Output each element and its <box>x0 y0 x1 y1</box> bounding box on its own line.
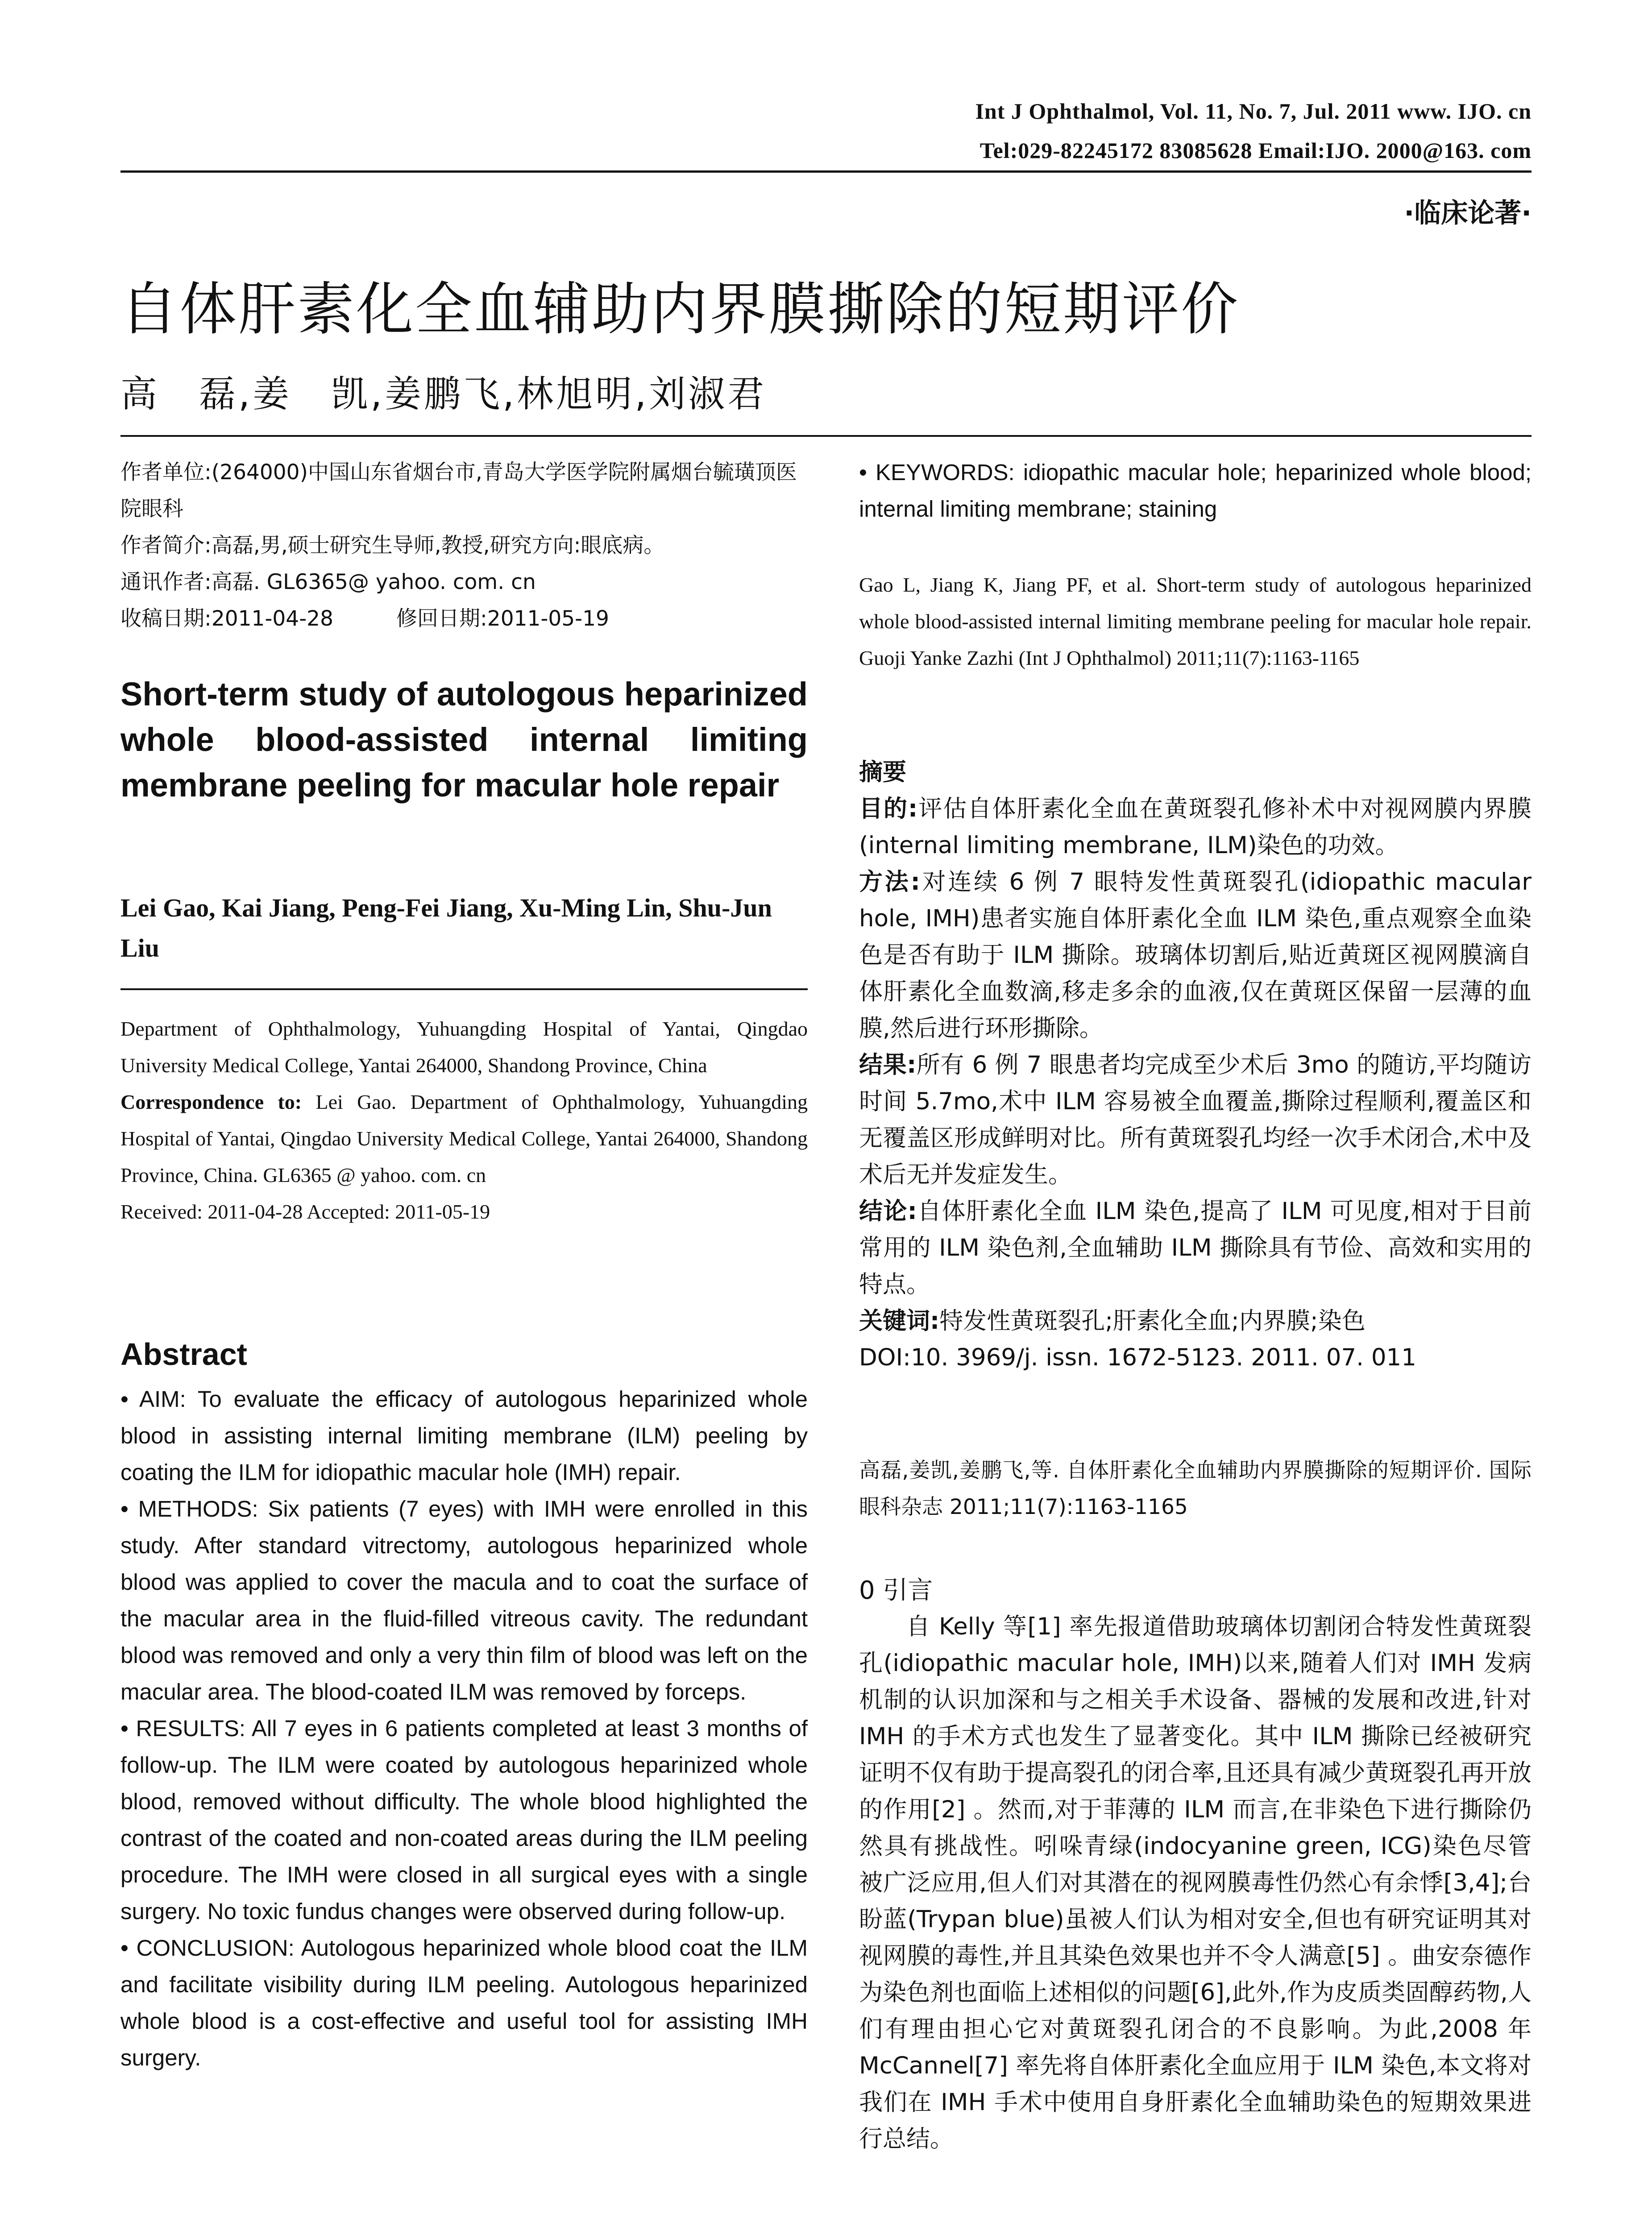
authors-zh: 高 磊,姜 凯,姜鹏飞,林旭明,刘淑君 <box>120 373 767 415</box>
zh-conclusion-label: 结论: <box>859 1198 917 1225</box>
correspondence <box>120 1084 808 1194</box>
zh-aim-text: 评估自体肝素化全血在黄斑裂孔修补术中对视网膜内界膜(internal limiting membrane, ILM)染色的功效。 <box>859 795 1532 859</box>
affiliation-corr: 通讯作者:高磊. GL6365@ yahoo. com. cn <box>120 570 536 594</box>
affiliation-bio: 作者简介:高磊,男,硕士研究生导师,教授,研究方向:眼底病。 <box>120 533 665 558</box>
affiliation-zh <box>120 454 808 637</box>
zh-abstract-keywords <box>859 1303 1532 1339</box>
abstract-conclusion: • CONCLUSION: Autologous heparinized whole blood coat the ILM and facilitate visibility during ILM peeling. Autologous heparinized whole blood is a cost-effective and useful tool for assisting IMH surgery. <box>120 1935 808 2070</box>
citation-zh: 高磊,姜凯,姜鹏飞,等. 自体肝素化全血辅助内界膜撕除的短期评价. 国际眼科杂志 2011;11(7):1163-1165 <box>859 1458 1532 1519</box>
intro-body: 自 Kelly 等[1] 率先报道借助玻璃体切割闭合特发性黄斑裂孔(idiopathic macular hole, IMH)以来,随着人们对 IMH 发病机制的认识加深和与之相关手术设备、器械的发展和改进,针对 IMH 的手术方式也发生了显著变化。其中 ILM 撕除已经被研究证明不仅有助于提高裂孔的闭合率,且还具有减少黄斑裂孔再开放的作用[2] 。然而,对于菲薄的 ILM 而言,在非染色下进行撕除仍然具有挑战性。吲哚青绿(indocyanine green, ICG)染色尽管被广泛应用,但人们对其潜在的视网膜毒性仍然心有余悸[3,4];台盼蓝(Trypan blue)虽被人们认为相对安全,但也有研究证明其对视网膜的毒性,并且其染色效果也并不令人满意[5] 。曲安奈德作为染色剂也面临上述相似的问题[6],此外,作为皮质类固醇药物,人们有理由担心它对黄斑裂孔闭合的不良影响。为此,2008 年 McCannel[7] 率先将自体肝素化全血应用于 ILM 染色,本文将对我们在 IMH 手术中使用自身肝素化全血辅助染色的短期效果进行总结。 <box>859 1613 1532 2152</box>
received-accepted: Received: 2011-04-28 Accepted: 2011-05-19 <box>120 1200 490 1223</box>
zh-aim-label: 目的: <box>859 795 918 822</box>
title-rule <box>120 435 1532 437</box>
affiliation-unit: 作者单位:(264000)中国山东省烟台市,青岛大学医学院附属烟台毓璜顶医院眼科 <box>120 460 797 521</box>
department-text: Department of Ophthalmology, Yuhuangding Hospital of Yantai, Qingdao University Medical College, Yantai 264000, Shandong Province, China <box>120 1017 808 1077</box>
zh-results-label: 结果: <box>859 1051 917 1078</box>
abstract-results: • RESULTS: All 7 eyes in 6 patients completed at least 3 months of follow-up. The ILM were coated by autologous heparinized whole blood, removed without difficulty. The whole blood highlighted the contrast of the coated and non-coated areas during the ILM peeling procedure. The IMH were closed in all surgical eyes with a single surgery. No toxic fundus changes were observed during follow-up. <box>120 1716 808 1924</box>
zh-results-text: 所有 6 例 7 眼患者均完成至少术后 3mo 的随访,平均随访时间 5.7mo,术中 ILM 容易被全血覆盖,撕除过程顺利,覆盖区和无覆盖区形成鲜明对比。所有黄斑裂孔均经一次手术闭合,术中及术后无并发症发生。 <box>859 1051 1532 1188</box>
authors-en: Lei Gao, Kai Jiang, Peng-Fei Jiang, Xu-Ming Lin, Shu-Jun Liu <box>120 893 772 962</box>
journal-header-line1: Int J Ophthalmol, Vol. 11, No. 7, Jul. 2011 www. IJO. cn <box>975 99 1532 124</box>
zh-abstract-heading: 摘要 <box>859 759 906 786</box>
zh-methods-text: 对连续 6 例 7 眼特发性黄斑裂孔(idiopathic macular hole, IMH)患者实施自体肝素化全血 ILM 染色,重点观察全血染色是否有助于 ILM 撕除。玻璃体切割后,贴近黄斑区视网膜滴自体肝素化全血数滴,移走多余的血液,仅在黄斑区保留一层薄的血膜,然后进行环形撕除。 <box>859 868 1532 1042</box>
abstract-aim: • AIM: To evaluate the efficacy of autologous heparinized whole blood in assisting internal limiting membrane (ILM) peeling by coating the ILM for idiopathic macular hole (IMH) repair. <box>120 1386 808 1485</box>
zh-abstract-conclusion <box>859 1193 1532 1303</box>
correspondence-text: Lei Gao. Department of Ophthalmology, Yuhuangding Hospital of Yantai, Qingdao University Medical College, Yantai 264000, Shandong Province, China. GL6365 @ yahoo. com. cn <box>120 1091 808 1186</box>
zh-abstract-doi: DOI:10. 3969/j. issn. 1672-5123. 2011. 07. 011 <box>859 1344 1416 1371</box>
title-zh: 自体肝素化全血辅助内界膜撕除的短期评价 <box>120 276 1240 343</box>
zh-methods-label: 方法: <box>859 868 920 896</box>
correspondence-label: Correspondence to: <box>120 1091 302 1113</box>
zh-keywords-text: 特发性黄斑裂孔;肝素化全血;内界膜;染色 <box>939 1307 1366 1335</box>
zh-abstract <box>859 754 1532 1376</box>
abstract-methods: • METHODS: Six patients (7 eyes) with IMH were enrolled in this study. After standard vitrectomy, autologous heparinized whole blood was applied to cover the macula and to coat the surface of the macular area in the fluid-filled vitreous cavity. The redundant blood was removed and only a very thin film of blood was left on the macular area. The blood-coated ILM was removed by forceps. <box>120 1496 808 1704</box>
zh-abstract-results <box>859 1047 1532 1193</box>
header-rule <box>120 170 1532 173</box>
keywords-en: • KEYWORDS: idiopathic macular hole; heparinized whole blood; internal limiting membrane; staining <box>859 460 1532 522</box>
title-en: Short-term study of autologous heparinized whole blood-assisted internal limiting membrane peeling for macular hole repair <box>120 676 808 804</box>
section-tag: ·临床论著· <box>1404 198 1532 229</box>
zh-abstract-aim <box>859 791 1532 864</box>
zh-conclusion-text: 自体肝素化全血 ILM 染色,提高了 ILM 可见度,相对于目前常用的 ILM 染色剂,全血辅助 ILM 撕除具有节俭、高效和实用的特点。 <box>859 1198 1532 1298</box>
department-block <box>120 1011 808 1230</box>
journal-header-line2: Tel:029-82245172 83085628 Email:IJO. 2000@163. com <box>980 138 1532 163</box>
abstract-heading: Abstract <box>120 1337 247 1372</box>
abstract-body <box>120 1381 808 2076</box>
affiliation-dates: 收稿日期:2011-04-28 修回日期:2011-05-19 <box>120 606 609 631</box>
zh-abstract-methods <box>859 864 1532 1047</box>
citation-en: Gao L, Jiang K, Jiang PF, et al. Short-term study of autologous heparinized whole blood-assisted internal limiting membrane peeling for macular hole repair. Guoji Yanke Zazhi (Int J Ophthalmol) 2011;11(7):1163-1165 <box>859 573 1532 669</box>
intro-heading: 0 引言 <box>859 1576 933 1605</box>
zh-keywords-label: 关键词: <box>859 1307 940 1335</box>
authors-rule <box>120 988 808 990</box>
